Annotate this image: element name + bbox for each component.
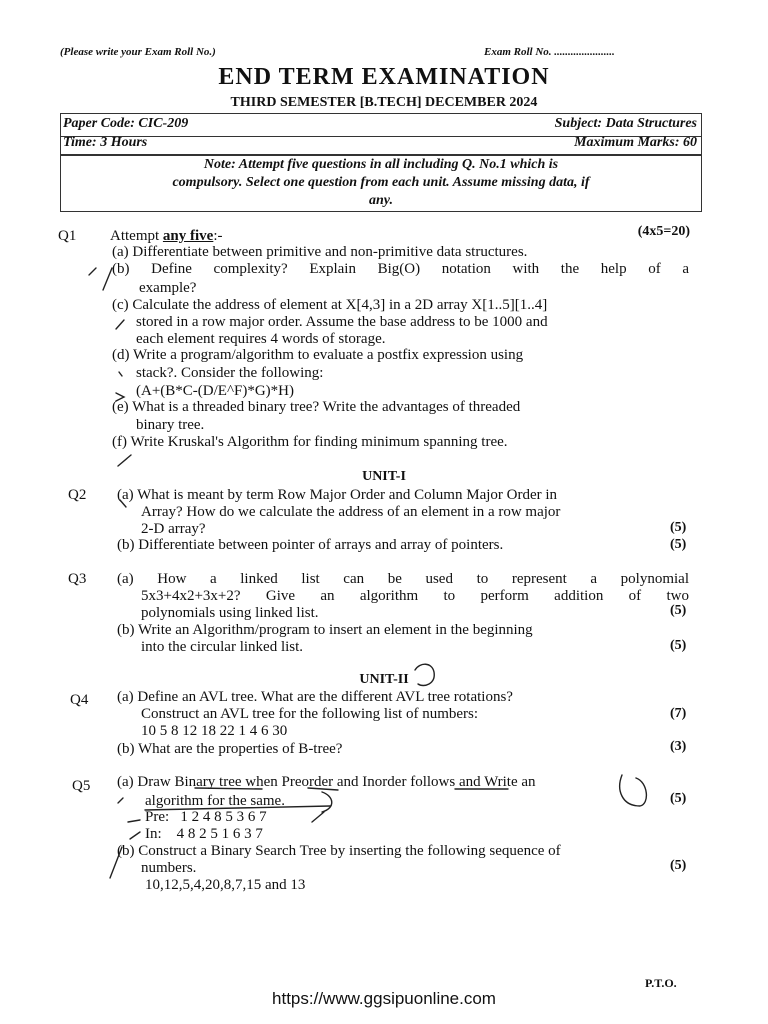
- question-number: Q5: [72, 778, 91, 794]
- q2-part-b: (b) Differentiate between pointer of arrays and array of pointers.: [117, 537, 504, 553]
- q2-part-a-cont: Array? How do we calculate the address of an element in a row major: [141, 504, 561, 520]
- note-line: Note: Attempt five questions in all including Q. No.1 which is: [203, 157, 559, 172]
- q1-part-f: (f) Write Kruskal's Algorithm for finding minimum spanning tree.: [112, 434, 508, 450]
- unit-heading: UNIT-I: [362, 469, 406, 484]
- q1-part-c: (c) Calculate the address of element at X[4,3] in a 2D array X[1..5][1..4]: [112, 297, 548, 313]
- exam-title: END TERM EXAMINATION: [218, 64, 550, 90]
- unit-heading: UNIT-II: [359, 672, 409, 687]
- tick-mark: [119, 372, 122, 376]
- question-number: Q4: [70, 692, 89, 708]
- q3-part-a-cont: polynomials using linked list.: [141, 605, 319, 621]
- q5-a-marks: (5): [670, 791, 687, 806]
- q2-part-a: (a) What is meant by term Row Major Order and Column Major Order in: [117, 487, 558, 503]
- q4-part-a-cont: Construct an AVL tree for the following list of numbers:: [141, 706, 479, 722]
- q4-b-marks: (3): [670, 739, 687, 754]
- roll-number-label: Exam Roll No. ......................: [484, 46, 615, 58]
- q1-part-c-cont: stored in a row major order. Assume the base address to be 1000 and: [136, 314, 548, 330]
- q1-intro: Attempt any five:-: [110, 228, 223, 244]
- q4-part-b: (b) What are the properties of B-tree?: [117, 741, 343, 757]
- subject: Subject: Data Structures: [554, 116, 697, 131]
- q4-avl-numbers: 10 5 8 12 18 22 1 4 6 30: [141, 723, 288, 739]
- tick-mark: [118, 455, 131, 466]
- instructions-note: [60, 155, 702, 212]
- note-line: any.: [369, 193, 393, 208]
- q3-part-a: (a) How a linked list can be used to represent a polynomial: [117, 571, 689, 587]
- q1-part-b: (b) Define complexity? Explain Big(O) notation with the help of a: [112, 261, 689, 277]
- q3-part-b: (b) Write an Algorithm/program to insert an element in the beginning: [117, 622, 533, 638]
- q1-marks: (4x5=20): [637, 224, 690, 239]
- note-line: compulsory. Select one question from each unit. Assume missing data, if: [172, 175, 590, 190]
- q1-part-a: (a) Differentiate between primitive and non-primitive data structures.: [112, 244, 528, 260]
- q3-part-a-cont: 5x3+4x2+3x+2? Give an algorithm to perform addition of two: [141, 588, 689, 604]
- exam-subtitle: THIRD SEMESTER [B.TECH] DECEMBER 2024: [230, 95, 538, 110]
- q3-part-b-cont: into the circular linked list.: [141, 639, 304, 655]
- time-allowed: Time: 3 Hours: [63, 135, 148, 150]
- q5-bst-numbers: 10,12,5,4,20,8,7,15 and 13: [145, 877, 306, 893]
- q2-part-a-cont: 2-D array?: [141, 521, 206, 537]
- note-text: [61, 156, 701, 210]
- q5-part-a-cont: algorithm for the same.: [145, 793, 285, 809]
- question-number: Q1: [58, 228, 77, 244]
- roll-prompt: (Please write your Exam Roll No.): [60, 46, 216, 58]
- q4-part-a: (a) Define an AVL tree. What are the different AVL tree rotations?: [117, 689, 513, 705]
- tick-mark: [89, 268, 96, 275]
- q5-b-marks: (5): [670, 858, 687, 873]
- tick-mark: [128, 820, 140, 822]
- please-turn-over: P.T.O.: [645, 976, 677, 990]
- time-marks-row: [60, 134, 702, 155]
- question-number: Q2: [68, 487, 87, 503]
- q5-inorder: In: 4 8 2 5 1 6 3 7: [145, 826, 263, 842]
- question-number: Q3: [68, 571, 87, 587]
- q1-part-b-cont: example?: [139, 280, 197, 296]
- q1-part-d: (d) Write a program/algorithm to evaluate a postfix expression using: [112, 347, 524, 363]
- tick-mark: [118, 798, 123, 803]
- q1-part-e: (e) What is a threaded binary tree? Write the advantages of threaded: [112, 399, 521, 415]
- q1-part-e-cont: binary tree.: [136, 417, 205, 433]
- q1-postfix-expression: (A+(B*C-(D/E^F)*G)*H): [136, 383, 294, 399]
- q5-part-b: (b) Construct a Binary Search Tree by inserting the following sequence of: [117, 843, 561, 859]
- q3-b-marks: (5): [670, 638, 687, 653]
- tick-mark: [116, 320, 124, 329]
- tick-mark: [130, 832, 140, 839]
- q5-part-b-cont: numbers.: [141, 860, 197, 876]
- bracket-mark: [322, 792, 332, 812]
- q5-part-a: (a) Draw Binary tree when Preorder and Inorder follows and Write an: [117, 774, 536, 790]
- q5-preorder: Pre: 1 2 4 8 5 3 6 7: [145, 809, 267, 825]
- tick-mark: [312, 812, 324, 822]
- q2-b-marks: (5): [670, 537, 687, 552]
- q2-a-marks: (5): [670, 520, 687, 535]
- q1-part-d-cont: stack?. Consider the following:: [136, 365, 324, 381]
- footer-url: https://www.ggsipuonline.com: [272, 989, 496, 1008]
- circle-mark: [620, 775, 647, 806]
- maximum-marks: Maximum Marks: 60: [574, 135, 697, 150]
- q3-a-marks: (5): [670, 603, 687, 618]
- paper-code: Paper Code: CIC-209: [63, 116, 189, 131]
- q4-a-marks: (7): [670, 706, 687, 721]
- q1-part-c-cont: each element requires 4 words of storage.: [136, 331, 386, 347]
- tick-mark: [103, 268, 112, 290]
